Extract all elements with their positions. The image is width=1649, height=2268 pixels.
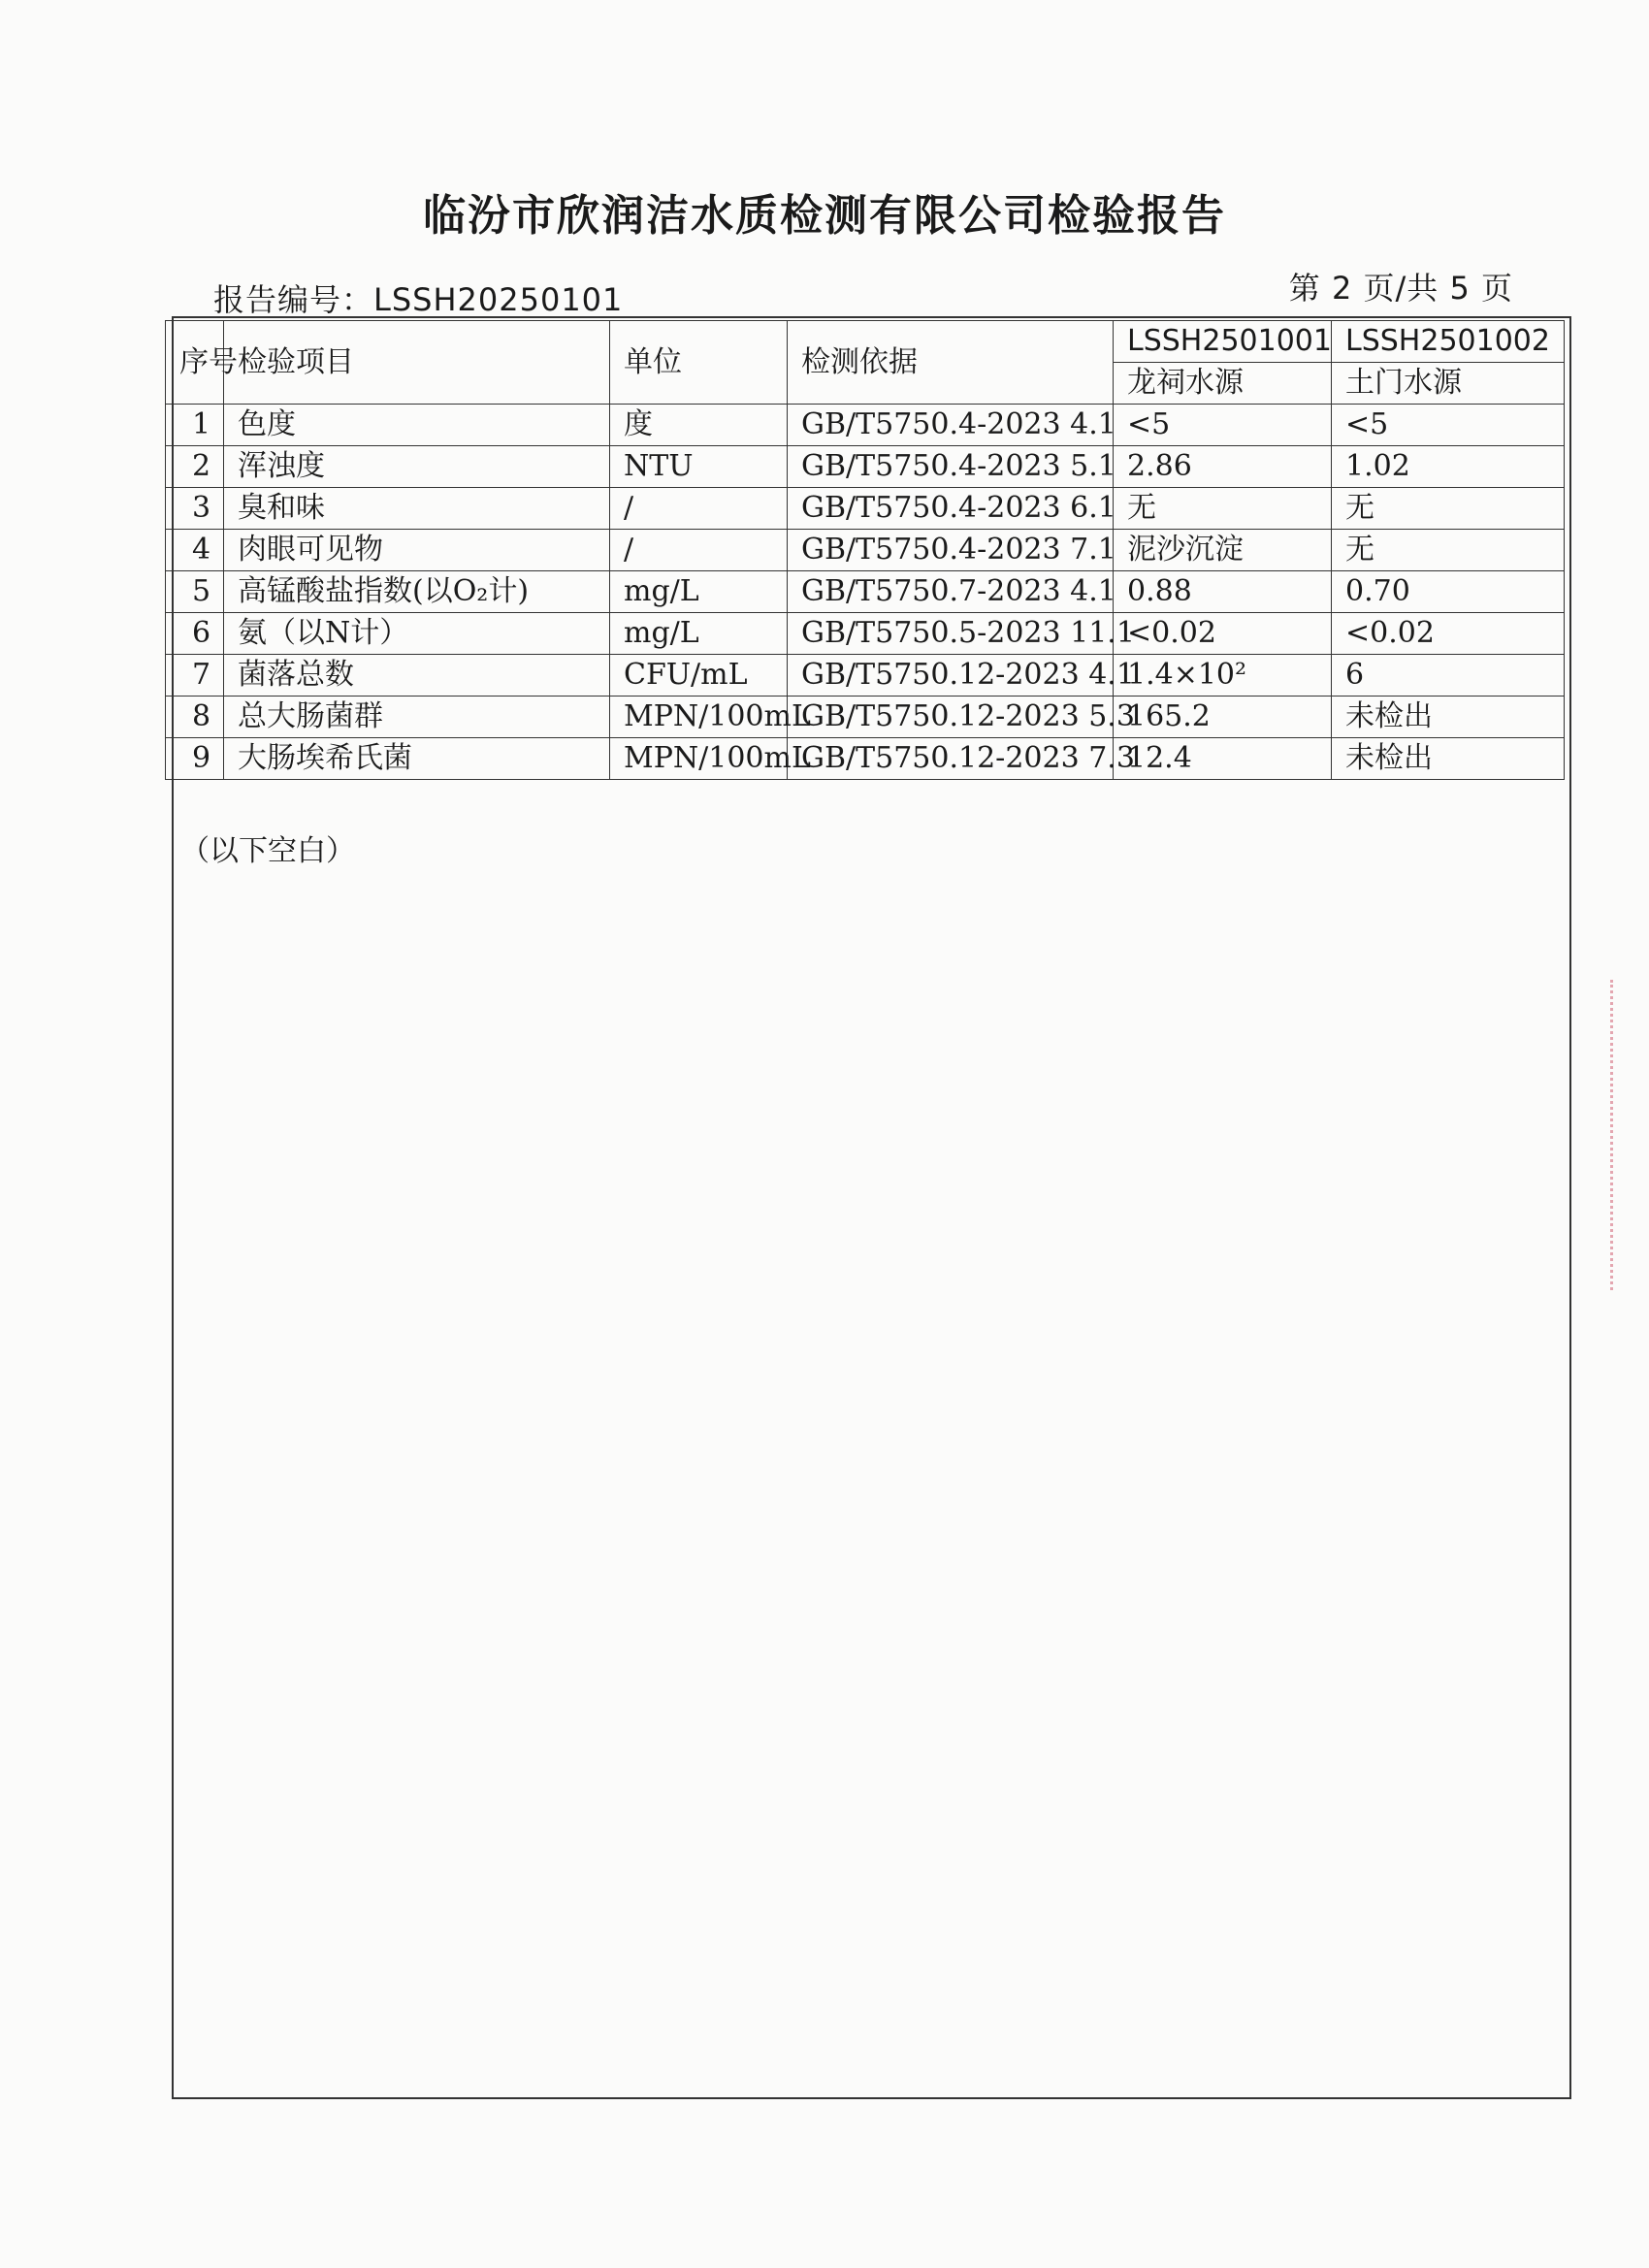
row-value-2: 未检出: [1332, 738, 1565, 780]
row-basis: GB/T5750.12-2023 5.3: [788, 697, 1114, 738]
row-item: 肉眼可见物: [224, 530, 610, 571]
row-value-2: 1.02: [1332, 446, 1565, 488]
sample-id-2: LSSH2501002: [1332, 321, 1565, 363]
seam-stamp-mark: [1610, 980, 1621, 1290]
row-seq: 2: [166, 446, 224, 488]
table-row: [166, 530, 1565, 571]
row-seq: 5: [166, 571, 224, 613]
table-row: [166, 613, 1565, 655]
row-unit: mg/L: [610, 613, 788, 655]
row-seq: 1: [166, 405, 224, 446]
row-item: 臭和味: [224, 488, 610, 530]
row-item: 大肠埃希氏菌: [224, 738, 610, 780]
row-item: 高锰酸盐指数(以O₂计): [224, 571, 610, 613]
row-value-1: 0.88: [1114, 571, 1332, 613]
table-row: [166, 571, 1565, 613]
row-seq: 9: [166, 738, 224, 780]
row-basis: GB/T5750.12-2023 4.1: [788, 655, 1114, 697]
header-basis: 检测依据: [788, 321, 1114, 405]
row-seq: 6: [166, 613, 224, 655]
row-item: 色度: [224, 405, 610, 446]
row-value-1: 2.86: [1114, 446, 1332, 488]
results-table: [165, 320, 1565, 780]
row-basis: GB/T5750.7-2023 4.1: [788, 571, 1114, 613]
row-unit: CFU/mL: [610, 655, 788, 697]
sample-id-1: LSSH2501001: [1114, 321, 1332, 363]
row-unit: /: [610, 530, 788, 571]
table-row: [166, 488, 1565, 530]
header-item: 检验项目: [224, 321, 610, 405]
row-basis: GB/T5750.12-2023 7.3: [788, 738, 1114, 780]
row-seq: 8: [166, 697, 224, 738]
row-basis: GB/T5750.4-2023 4.1: [788, 405, 1114, 446]
table-header-row: [166, 321, 1565, 363]
row-basis: GB/T5750.4-2023 6.1: [788, 488, 1114, 530]
row-basis: GB/T5750.4-2023 5.1: [788, 446, 1114, 488]
row-value-2: <0.02: [1332, 613, 1565, 655]
row-unit: 度: [610, 405, 788, 446]
row-basis: GB/T5750.4-2023 7.1: [788, 530, 1114, 571]
row-item: 菌落总数: [224, 655, 610, 697]
row-value-1: <5: [1114, 405, 1332, 446]
table-row: [166, 446, 1565, 488]
row-unit: MPN/100mL: [610, 738, 788, 780]
sample-source-1: 龙祠水源: [1114, 363, 1332, 405]
page-indicator: 第 2 页/共 5 页: [1288, 270, 1513, 307]
row-value-2: <5: [1332, 405, 1565, 446]
row-basis: GB/T5750.5-2023 11.1: [788, 613, 1114, 655]
table-row: [166, 697, 1565, 738]
row-seq: 7: [166, 655, 224, 697]
row-value-2: 6: [1332, 655, 1565, 697]
row-value-1: 泥沙沉淀: [1114, 530, 1332, 571]
row-unit: mg/L: [610, 571, 788, 613]
row-unit: NTU: [610, 446, 788, 488]
sample-source-2: 土门水源: [1332, 363, 1565, 405]
row-seq: 3: [166, 488, 224, 530]
row-unit: MPN/100mL: [610, 697, 788, 738]
row-item: 浑浊度: [224, 446, 610, 488]
blank-note: （以下空白）: [180, 834, 355, 868]
report-number: 报告编号：LSSH20250101: [213, 281, 624, 318]
row-value-1: 无: [1114, 488, 1332, 530]
row-value-1: 1.4×10²: [1114, 655, 1332, 697]
table-row: [166, 405, 1565, 446]
table-row: [166, 738, 1565, 780]
header-seq: 序号: [166, 321, 224, 405]
header-unit: 单位: [610, 321, 788, 405]
row-value-1: 165.2: [1114, 697, 1332, 738]
table-row: [166, 655, 1565, 697]
row-value-2: 0.70: [1332, 571, 1565, 613]
report-title: 临汾市欣润洁水质检测有限公司检验报告: [423, 191, 1226, 241]
row-value-1: 12.4: [1114, 738, 1332, 780]
row-value-2: 无: [1332, 488, 1565, 530]
row-unit: /: [610, 488, 788, 530]
row-value-2: 未检出: [1332, 697, 1565, 738]
row-item: 总大肠菌群: [224, 697, 610, 738]
row-item: 氨（以N计）: [224, 613, 610, 655]
row-seq: 4: [166, 530, 224, 571]
row-value-2: 无: [1332, 530, 1565, 571]
row-value-1: <0.02: [1114, 613, 1332, 655]
